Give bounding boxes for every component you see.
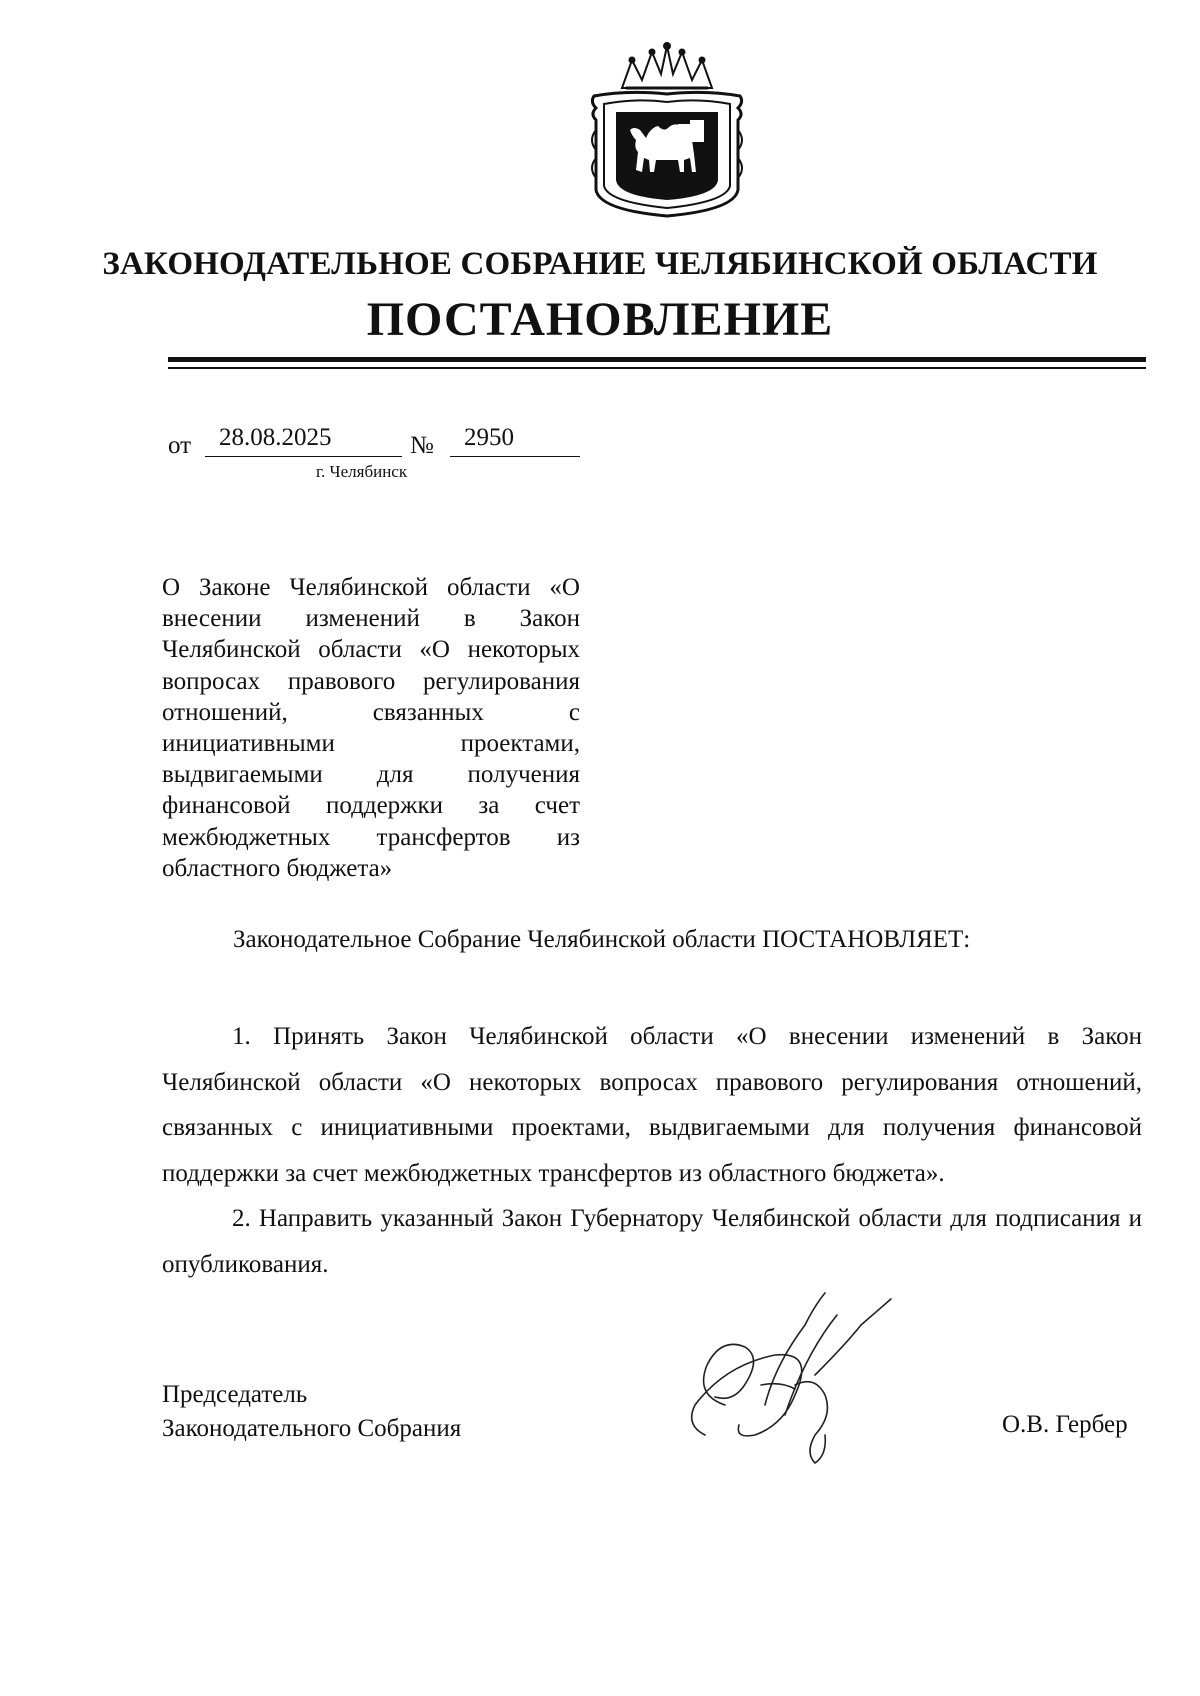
signer-title-line: Законодательного Собрания [162, 1415, 462, 1442]
signer-name: О.В. Гербер [1002, 1411, 1128, 1438]
header-rule-thick [168, 357, 1146, 362]
resolution-items [162, 1014, 1142, 1287]
resolution-item: 1. Принять Закон Челябинской области «О внесении изменений в Закон Челябинской области «О некоторых вопросах правового регулирования отношений, связанных с инициативными проектами, выдвигаемыми для получения финансовой поддержки за счет межбюджетных трансфертов из областного бюджета». [162, 1023, 1142, 1187]
handwritten-signature-icon [665, 1285, 935, 1475]
coat-of-arms-icon [586, 40, 748, 218]
document-date: 28.08.2025 [205, 424, 402, 457]
document-number: 2950 [450, 424, 580, 457]
organization-title: ЗАКОНОДАТЕЛЬНОЕ СОБРАНИЕ ЧЕЛЯБИНСКОЙ ОБЛАСТИ [102, 246, 1098, 282]
city: г. Челябинск [316, 462, 408, 481]
signer-title-line: Председатель [162, 1381, 308, 1408]
signer-title [162, 1378, 461, 1446]
number-label: № [410, 432, 434, 459]
header-rule-thin [168, 367, 1146, 369]
resolution-item: 2. Направить указанный Закон Губернатору Челябинской области для подписания и опубликования. [162, 1205, 1142, 1278]
resolves-heading: Законодательное Собрание Челябинской области ПОСТАНОВЛЯЕТ: [233, 926, 971, 953]
document-meta [168, 424, 588, 458]
document-subject: О Законе Челябинской области «О внесении изменений в Закон Челябинской области «О некоторых вопросах правового регулирования отношений, связанных с инициативными проектами, выдвигаемыми для получения финансовой поддержки за счет межбюджетных трансфертов из областного бюджета» [162, 574, 580, 882]
from-label: от [168, 432, 192, 459]
document-type: ПОСТАНОВЛЕНИЕ [366, 293, 834, 346]
